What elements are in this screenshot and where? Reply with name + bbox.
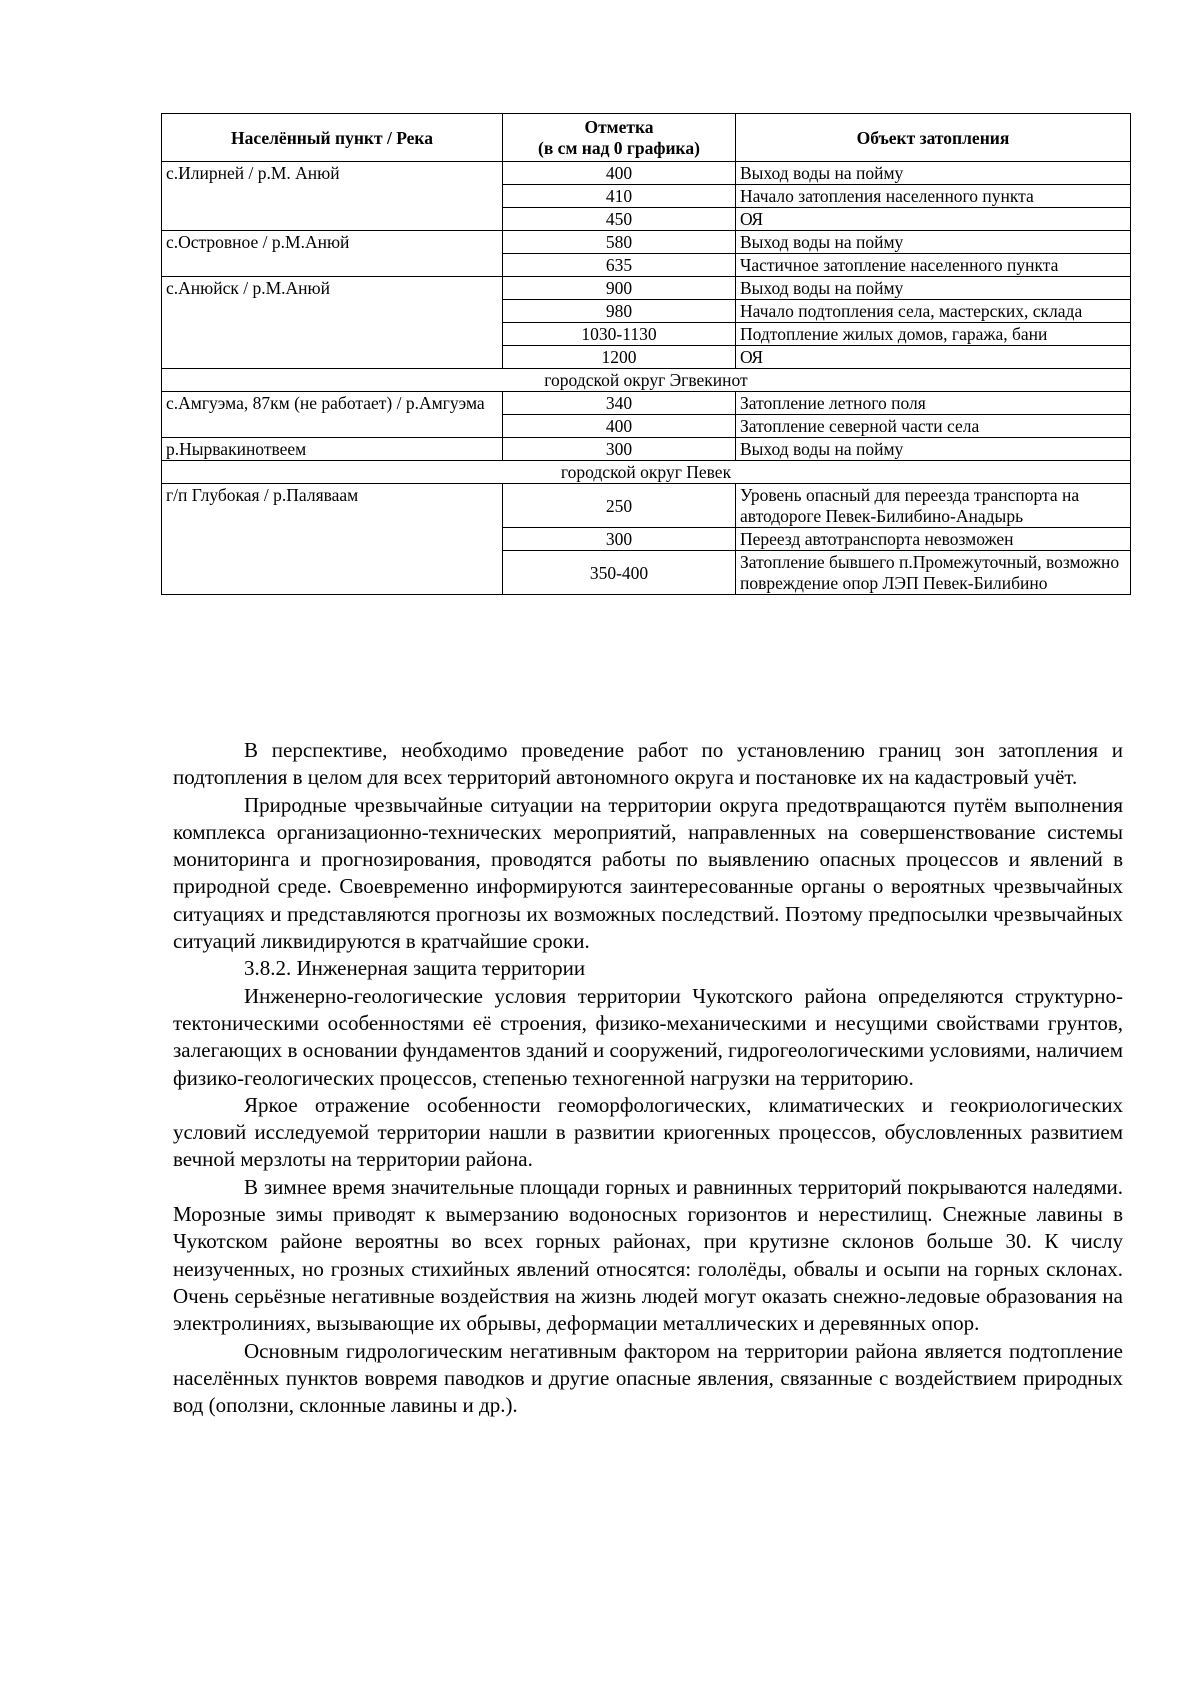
cell-object: Начало подтопления села, мастерских, склада	[736, 300, 1131, 323]
cell-object: Подтопление жилых домов, гаража, бани	[736, 323, 1131, 346]
cell-mark: 450	[503, 208, 736, 231]
cell-mark: 300	[503, 528, 736, 551]
header-mark-line1: Отметка	[584, 117, 654, 137]
group-label: городской округ Эгвекинот	[162, 369, 1131, 392]
cell-object: Переезд автотранспорта невозможен	[736, 528, 1131, 551]
cell-locality: с.Илирней / р.М. Анюй	[162, 162, 503, 231]
cell-object: Выход воды на пойму	[736, 438, 1131, 461]
table-header-row	[162, 114, 1131, 162]
cell-locality: с.Амгуэма, 87км (не работает) / р.Амгуэма	[162, 392, 503, 438]
cell-object: ОЯ	[736, 208, 1131, 231]
cell-mark: 635	[503, 254, 736, 277]
cell-object: Затопление северной части села	[736, 415, 1131, 438]
cell-object: ОЯ	[736, 346, 1131, 369]
cell-mark: 400	[503, 415, 736, 438]
cell-mark: 980	[503, 300, 736, 323]
cell-object: Затопление летного поля	[736, 392, 1131, 415]
cell-mark: 300	[503, 438, 736, 461]
cell-mark: 1200	[503, 346, 736, 369]
paragraph: В перспективе, необходимо проведение работ по установлению границ зон затопления и подтопления в целом для всех территорий автономного округа и постановке их на кадастровый учёт.	[173, 738, 1123, 790]
cell-object: Выход воды на пойму	[736, 162, 1131, 185]
paragraph: Основным гидрологическим негативным фактором на территории района является подтопление населённых пунктов вовремя паводков и другие опасные явления, связанные с воздействием природных вод (оползни, склонные лавины и др.).	[173, 1338, 1123, 1418]
table-row	[162, 277, 1131, 300]
cell-mark: 250	[503, 484, 736, 528]
cell-mark: 580	[503, 231, 736, 254]
cell-object: Выход воды на пойму	[736, 277, 1131, 300]
header-object: Объект затопления	[736, 114, 1131, 162]
cell-object: Уровень опасный для переезда транспорта на автодороге Певек-Билибино-Анадырь	[736, 484, 1131, 528]
table-row	[162, 392, 1131, 415]
table-row	[162, 484, 1131, 528]
cell-object: Затопление бывшего п.Промежуточный, возможно повреждение опор ЛЭП Певек-Билибино	[736, 551, 1131, 595]
cell-object: Частичное затопление населенного пункта	[736, 254, 1131, 277]
cell-locality: р.Нырвакинотвеем	[162, 438, 503, 461]
cell-locality: с.Анюйск / р.М.Анюй	[162, 277, 503, 369]
table-row	[162, 231, 1131, 254]
table-group-row	[162, 461, 1131, 484]
cell-object: Начало затопления населенного пункта	[736, 185, 1131, 208]
paragraph: Яркое отражение особенности геоморфологических, климатических и геокриологических условий исследуемой территории нашли в развитии криогенных процессов, обусловленных развитием вечной мерзлоты на территории района.	[173, 1092, 1123, 1172]
cell-mark: 400	[503, 162, 736, 185]
body-text	[173, 737, 1123, 1419]
group-label: городской округ Певек	[162, 461, 1131, 484]
cell-object: Выход воды на пойму	[736, 231, 1131, 254]
table-row	[162, 162, 1131, 185]
cell-mark: 410	[503, 185, 736, 208]
cell-mark: 340	[503, 392, 736, 415]
paragraph: Природные чрезвычайные ситуации на территории округа предотвращаются путём выполнения комплекса организационно-технических мероприятий, направленных на совершенствование системы мониторинга и прогнозирования, проводятся работы по выявлению опасных процессов и явлений в природной среде. Своевременно информируются заинтересованные органы о вероятных чрезвычайных ситуациях и представляются прогнозы их возможных последствий. Поэтому предпосылки чрезвычайных ситуаций ликвидируются в кратчайшие сроки.	[173, 792, 1123, 954]
cell-mark: 350-400	[503, 551, 736, 595]
flood-levels-table	[161, 113, 1131, 595]
paragraph: В зимнее время значительные площади горных и равнинных территорий покрываются наледями. Морозные зимы приводят к вымерзанию водоносных горизонтов и нерестилищ. Снежные лавины в Чукотском районе вероятны во всех горных районах, при крутизне склонов больше 30. К числу неизученных, но грозных стихийных явлений относятся: гололёды, обвалы и осыпи на горных склонах. Очень серьёзные негативные воздействия на жизнь людей могут оказать снежно-ледовые образования на электролиниях, вызывающие их обрывы, деформации металлических и деревянных опор.	[173, 1174, 1123, 1336]
section-heading: 3.8.2. Инженерная защита территории	[244, 956, 586, 981]
table-group-row	[162, 369, 1131, 392]
paragraph: Инженерно-геологические условия территории Чукотского района определяются структурно-тектоническими особенностями её строения, физико-механическими и несущими свойствами грунтов, залегающих в основании фундаментов зданий и сооружений, гидрогеологическими условиями, наличием физико-геологических процессов, степенью техногенной нагрузки на территорию.	[173, 983, 1123, 1090]
cell-mark: 900	[503, 277, 736, 300]
cell-locality: с.Островное / р.М.Анюй	[162, 231, 503, 277]
cell-locality: г/п Глубокая / р.Паляваам	[162, 484, 503, 595]
header-mark-line2: (в см над 0 графика)	[538, 138, 700, 158]
table-row	[162, 438, 1131, 461]
header-mark	[503, 114, 736, 162]
cell-mark: 1030-1130	[503, 323, 736, 346]
header-locality: Населённый пункт / Река	[162, 114, 503, 162]
